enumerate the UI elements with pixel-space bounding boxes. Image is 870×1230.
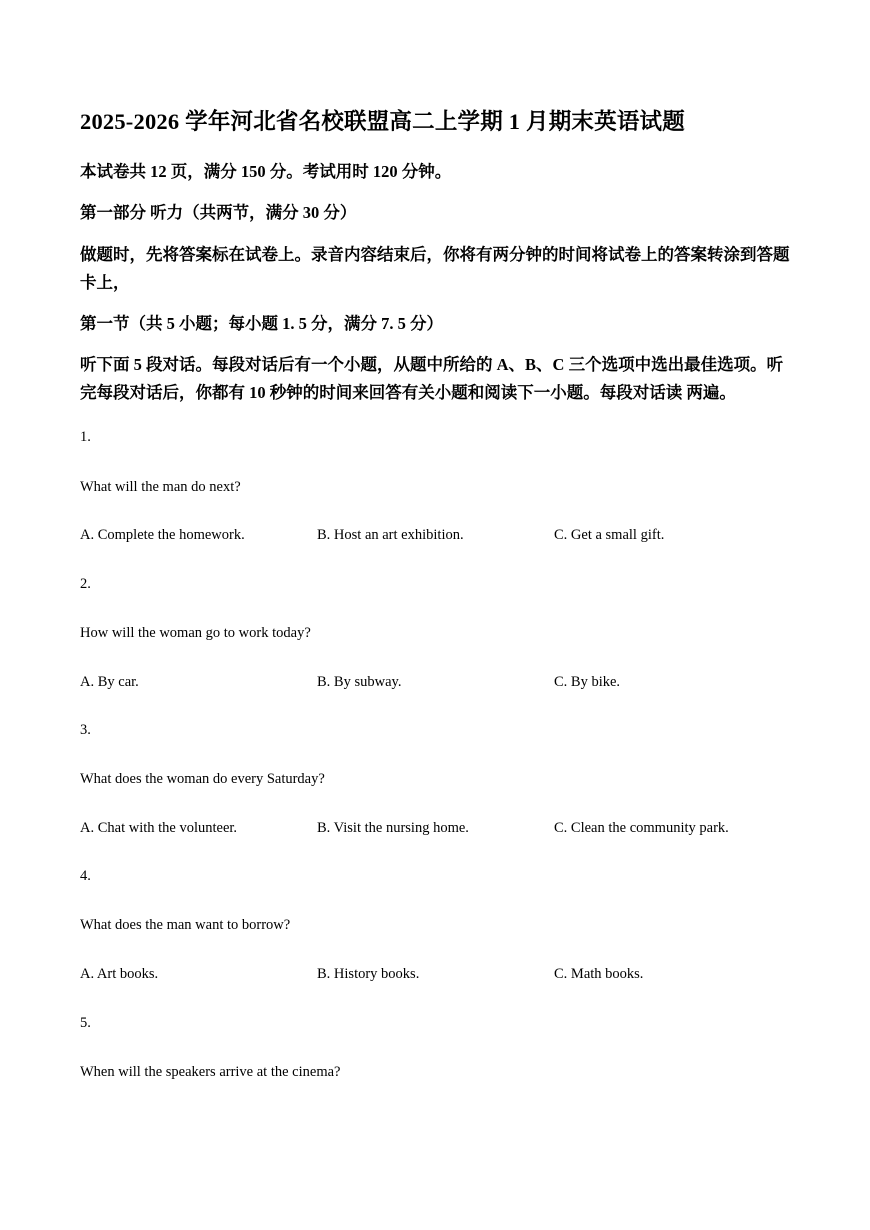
section1-instruction: 听下面 5 段对话。每段对话后有一个小题，从题中所给的 A、B、C 三个选项中选出最佳选项。听完每段对话后，你都有 10 秒钟的时间来回答有关小题和阅读下一小题。每段对话读 两遍。 [80, 355, 784, 402]
question-text: How will the woman go to work today? [80, 625, 311, 641]
option-a: A. Complete the homework. [80, 527, 245, 543]
option-a: A. Art books. [80, 966, 159, 982]
option-a: A. Chat with the volunteer. [80, 820, 238, 836]
question-number: 3. [80, 722, 91, 738]
option-c: C. Clean the community park. [554, 820, 729, 836]
option-b: B. Visit the nursing home. [317, 820, 469, 836]
question-text: When will the speakers arrive at the cinema? [80, 1064, 341, 1080]
option-b: B. Host an art exhibition. [317, 527, 464, 543]
option-c: C. Math books. [554, 966, 644, 982]
option-c: C. By bike. [554, 674, 621, 690]
section1-heading: 第一节（共 5 小题；每小题 1. 5 分，满分 7. 5 分） [80, 314, 443, 333]
option-b: B. History books. [317, 966, 420, 982]
question-number: 4. [80, 868, 91, 884]
exam-title: 2025-2026 学年河北省名校联盟高二上学期 1 月期末英语试题 [80, 109, 685, 134]
exam-intro: 本试卷共 12 页，满分 150 分。考试用时 120 分钟。 [80, 162, 452, 181]
part1-heading: 第一部分 听力（共两节，满分 30 分） [80, 203, 357, 222]
question-text: What will the man do next? [80, 479, 241, 495]
part1-instruction: 做题时，先将答案标在试卷上。录音内容结束后，你将有两分钟的时间将试卷上的答案转涂到答题卡上， [80, 245, 790, 292]
option-c: C. Get a small gift. [554, 527, 665, 543]
option-b: B. By subway. [317, 674, 402, 690]
question-number: 5. [80, 1015, 91, 1031]
question-number: 1. [80, 429, 91, 445]
question-text: What does the man want to borrow? [80, 917, 291, 933]
question-number: 2. [80, 576, 91, 592]
option-a: A. By car. [80, 674, 139, 690]
question-text: What does the woman do every Saturday? [80, 771, 325, 787]
